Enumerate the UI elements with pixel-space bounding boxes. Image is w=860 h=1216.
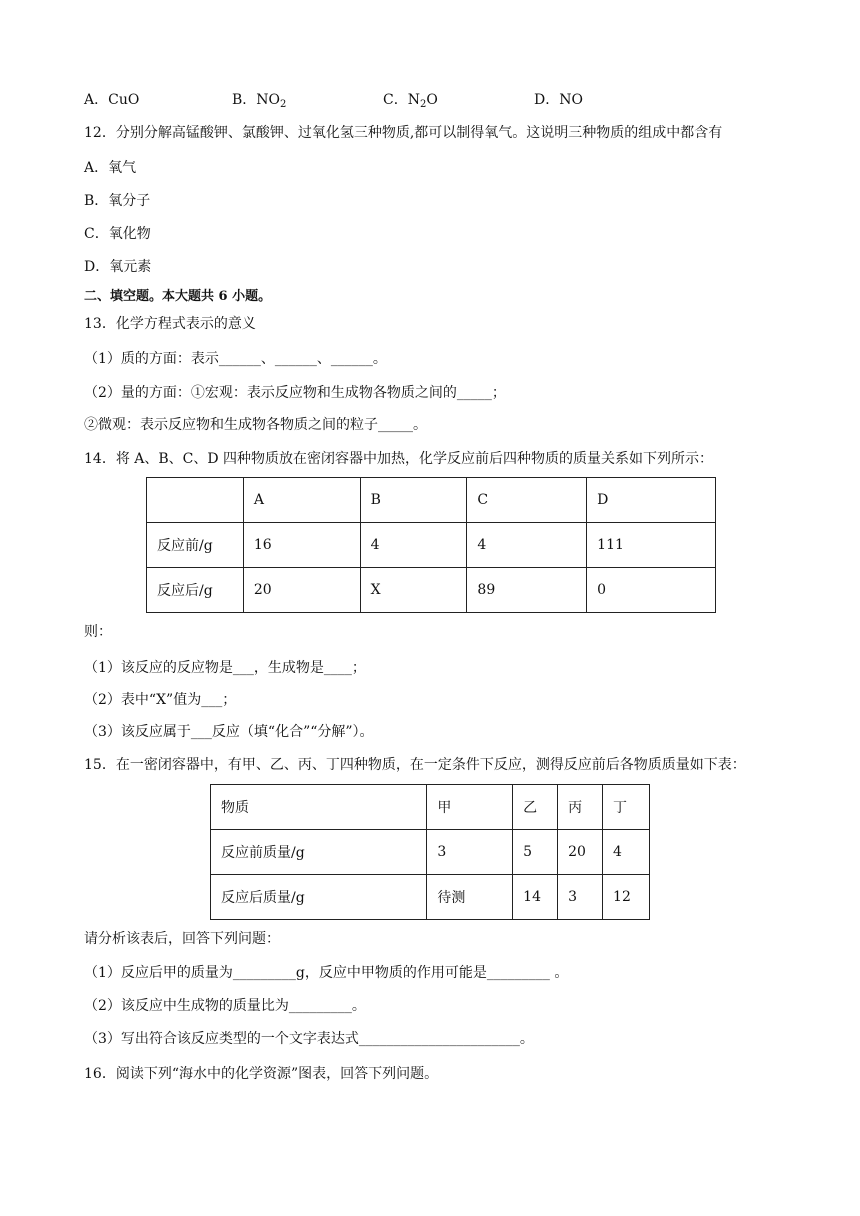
q15-row-label: 反应后质量/g xyxy=(211,875,427,920)
q14-row-label: 反应后/g xyxy=(147,568,244,613)
q14-table-row xyxy=(147,523,716,568)
q15-table-cell: 3 xyxy=(558,875,603,920)
q12-option-a: A．氧气 xyxy=(84,160,137,176)
q11-option-c-suffix: O xyxy=(426,92,438,108)
q15-header-cell: 乙 xyxy=(513,785,558,830)
q16-stem: 16．阅读下列“海水中的化学资源”图表，回答下列问题。 xyxy=(84,1066,439,1082)
q15-header-cell: 丁 xyxy=(603,785,650,830)
q14-table-cell: X xyxy=(360,568,467,613)
q15-header-cell: 物质 xyxy=(211,785,427,830)
q12-option-c: C．氧化物 xyxy=(84,226,151,242)
q11-option-c-subscript: 2 xyxy=(419,99,427,110)
q14-table-cell: 4 xyxy=(467,523,587,568)
q14-table-cell: 111 xyxy=(587,523,716,568)
q12-option-d: D．氧元素 xyxy=(84,259,152,275)
q14-table-cell: 4 xyxy=(360,523,467,568)
q15-table-cell: 20 xyxy=(558,830,603,875)
q12-stem: 12．分别分解高锰酸钾、氯酸钾、过氧化氢三种物质,都可以制得氧气。这说明三种物质的组成中都含有 xyxy=(84,125,723,141)
q13-stem: 13．化学方程式表示的意义 xyxy=(84,316,256,332)
q14-header-cell xyxy=(147,478,244,523)
q15-table-row xyxy=(211,875,650,920)
q14-table-cell: 16 xyxy=(243,523,360,568)
q15-header-cell: 甲 xyxy=(427,785,513,830)
q14-stem: 14．将 A、B、C、D 四种物质放在密闭容器中加热，化学反应前后四种物质的质量关系如下列所示： xyxy=(84,451,714,467)
q15-table-cell: 4 xyxy=(603,830,650,875)
q14-table-header-row xyxy=(147,478,716,523)
q13-line-3: ②微观：表示反应物和生成物各物质之间的粒子_____。 xyxy=(84,417,427,433)
q15-header-cell: 丙 xyxy=(558,785,603,830)
q13-line-2: （2）量的方面：①宏观：表示反应物和生成物各物质之间的_____； xyxy=(84,385,506,401)
q15-table-row xyxy=(211,830,650,875)
q11-option-c-text: C．N xyxy=(383,92,420,108)
q14-header-cell: A xyxy=(243,478,360,523)
q15-table-cell: 5 xyxy=(513,830,558,875)
q15-question-2: （2）该反应中生成物的质量比为_________。 xyxy=(84,998,366,1014)
q15-table-cell: 待测 xyxy=(427,875,513,920)
q15-table-cell: 12 xyxy=(603,875,650,920)
q14-question-3: （3）该反应属于___反应（填“化合”“分解”）。 xyxy=(84,724,374,740)
q14-table-cell: 89 xyxy=(467,568,587,613)
q11-option-b xyxy=(232,90,286,110)
q15-table-cell: 14 xyxy=(513,875,558,920)
q11-option-a: A．CuO xyxy=(84,92,140,108)
q14-question-2: （2）表中“X”值为___； xyxy=(84,692,237,708)
q11-option-b-text: B．NO xyxy=(232,92,281,108)
q11-option-b-subscript: 2 xyxy=(280,99,287,110)
q14-then: 则： xyxy=(84,624,112,640)
q14-header-cell: C xyxy=(467,478,587,523)
q11-option-d: D．NO xyxy=(534,92,583,108)
q13-line-1: （1）质的方面：表示______、______、______。 xyxy=(84,351,387,367)
q15-stem: 15．在一密闭容器中，有甲、乙、丙、丁四种物质，在一定条件下反应，测得反应前后各物质质量如下表： xyxy=(84,757,746,773)
q14-table xyxy=(146,477,716,613)
q15-row-label: 反应前质量/g xyxy=(211,830,427,875)
q15-question-3: （3）写出符合该反应类型的一个文字表达式_______________________。 xyxy=(84,1031,534,1047)
q14-header-cell: B xyxy=(360,478,467,523)
q14-table-cell: 0 xyxy=(587,568,716,613)
q14-question-1: （1）该反应的反应物是___，生成物是____； xyxy=(84,660,366,676)
section-heading: 二、填空题。本大题共 6 小题。 xyxy=(84,289,272,304)
q14-row-label: 反应前/g xyxy=(147,523,244,568)
q15-question-1: （1）反应后甲的质量为_________g，反应中甲物质的作用可能是_________ 。 xyxy=(84,965,569,981)
q15-table xyxy=(210,784,650,920)
q15-intro: 请分析该表后，回答下列问题： xyxy=(84,931,280,947)
q12-option-b: B．氧分子 xyxy=(84,193,151,209)
q14-table-row xyxy=(147,568,716,613)
q15-table-cell: 3 xyxy=(427,830,513,875)
q11-option-c xyxy=(383,90,438,110)
q14-table-cell: 20 xyxy=(243,568,360,613)
q14-header-cell: D xyxy=(587,478,716,523)
q15-table-header-row xyxy=(211,785,650,830)
